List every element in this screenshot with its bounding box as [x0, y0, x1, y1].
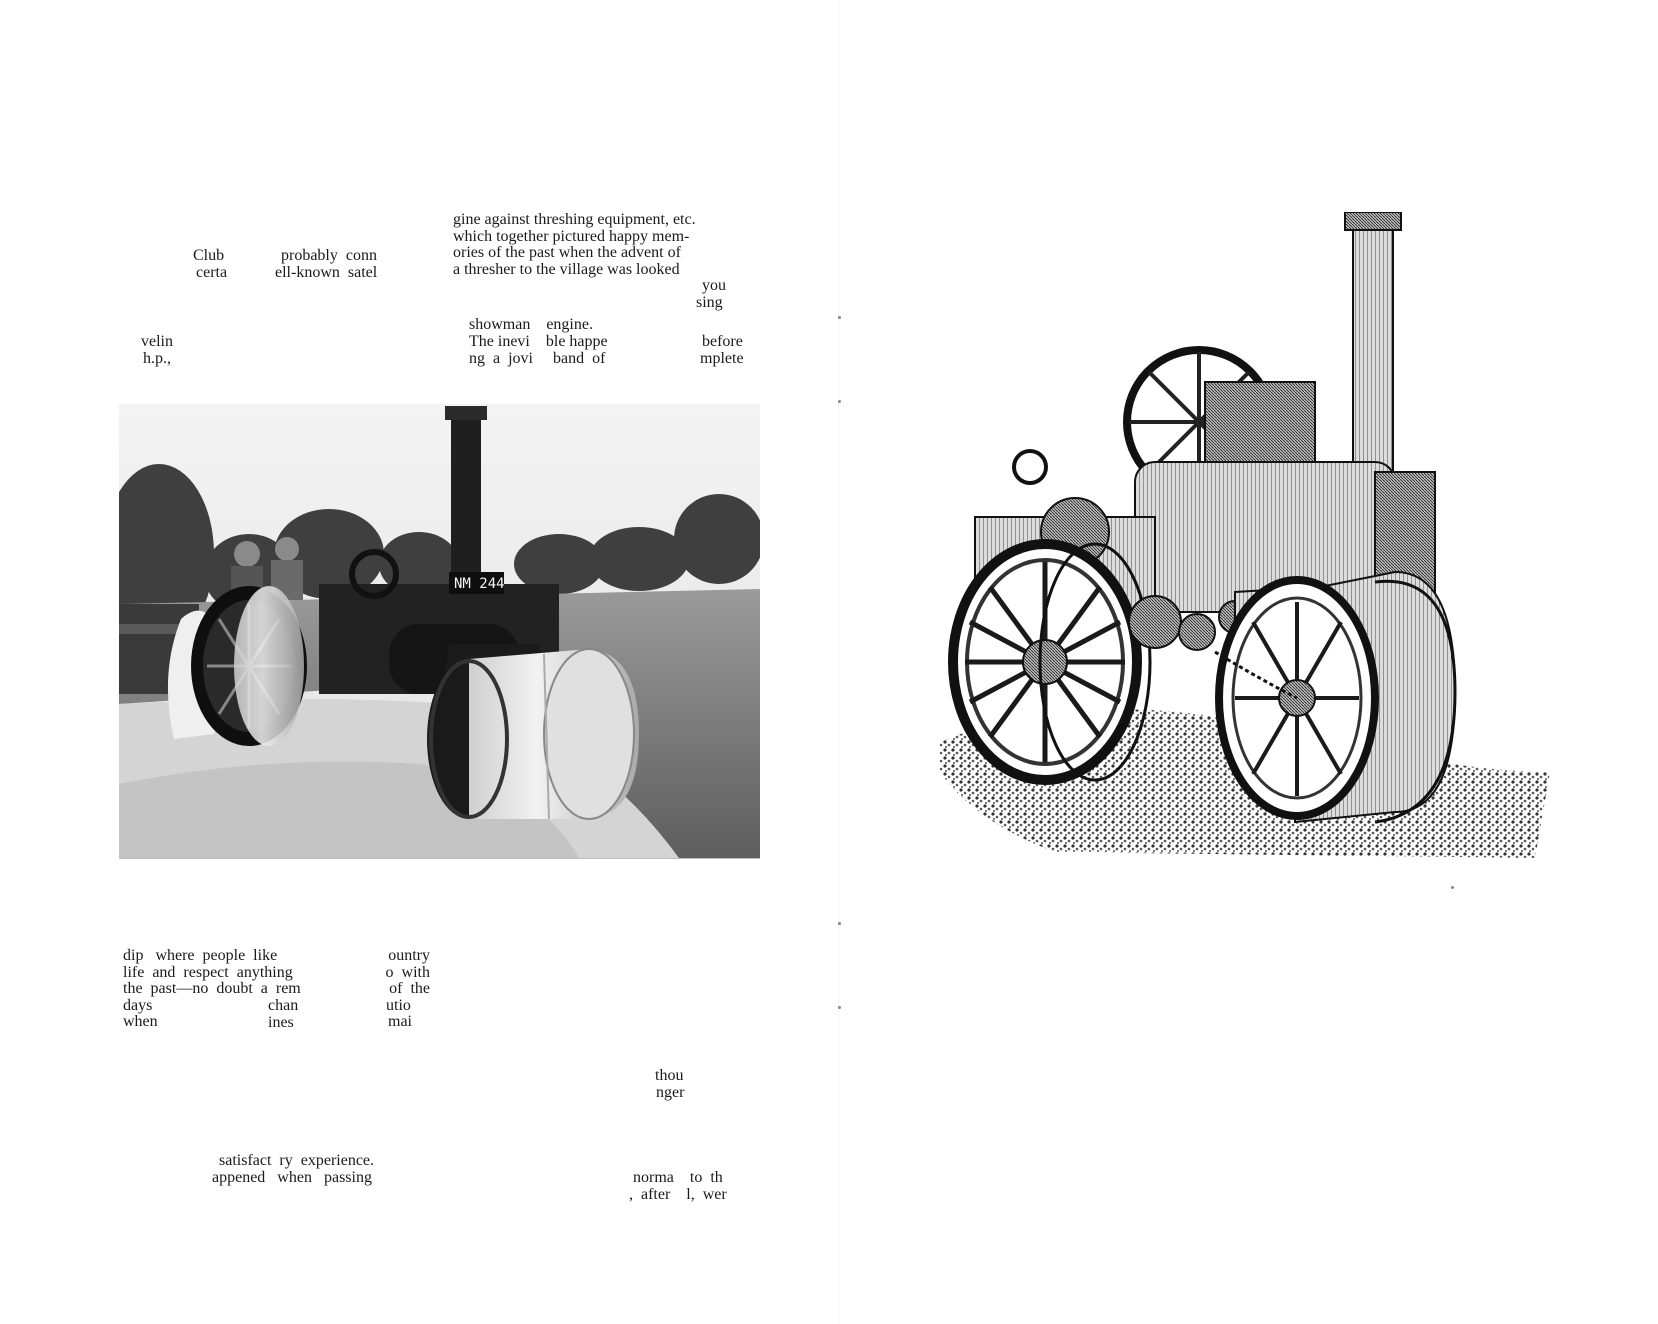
text-fragment: chan [268, 997, 299, 1014]
column-line: you [702, 277, 726, 294]
text-fragment: , after l, wer [629, 1186, 727, 1203]
text-fragment: ell-known satel [275, 264, 378, 281]
margin-dot [838, 400, 841, 403]
column-line: ountry [388, 947, 430, 964]
text-fragment: The inevi ble happe [469, 333, 608, 350]
text-fragment: norma to th [633, 1169, 723, 1186]
column-line: o with [385, 963, 430, 981]
margin-dot [838, 922, 841, 925]
margin-dot [838, 316, 841, 319]
text-fragment: ines [268, 1014, 294, 1031]
lower-column-right [370, 948, 430, 1031]
column-line: dip where people like [123, 947, 278, 964]
text-fragment: mplete [700, 350, 744, 367]
text-fragment: satisfact ry experience. [219, 1152, 375, 1169]
text-fragment: appened when passing [212, 1169, 372, 1186]
text-fragment: velin [141, 333, 173, 350]
margin-dot [838, 1006, 841, 1009]
steam-roller-photo [119, 404, 760, 859]
text-fragment: showman engine. [469, 316, 593, 333]
text-fragment: before [702, 333, 743, 350]
column-line: which together pictured happy mem- [453, 227, 690, 245]
text-fragment: ng a jovi band of [469, 350, 606, 367]
text-fragment: h.p., [143, 350, 171, 367]
column-line: when [123, 1013, 158, 1030]
text-fragment: probably conn [281, 247, 377, 264]
column-line: mai [388, 1013, 412, 1030]
top-right-column [453, 212, 756, 311]
text-fragment: Club [193, 247, 225, 264]
column-line: days [123, 996, 153, 1014]
column-line: the past—no doubt a rem [123, 980, 301, 997]
column-line: a thresher to the village was looked [453, 260, 680, 278]
column-line: life and respect anything [123, 963, 293, 981]
text-fragment: certa [196, 264, 228, 281]
column-line: utio [386, 996, 411, 1014]
column-line: ories of the past when the advent of [453, 244, 681, 261]
text-fragment: nger [656, 1084, 685, 1101]
steam-roller-engraving [935, 212, 1551, 858]
column-line: sing [696, 293, 723, 311]
column-line: gine against threshing equipment, etc. [453, 211, 696, 228]
number-plate: NM 244 [454, 576, 505, 592]
page-fold [838, 0, 839, 1324]
column-line: of the [389, 980, 430, 997]
text-fragment: thou [655, 1067, 684, 1084]
margin-dot [1451, 886, 1454, 889]
